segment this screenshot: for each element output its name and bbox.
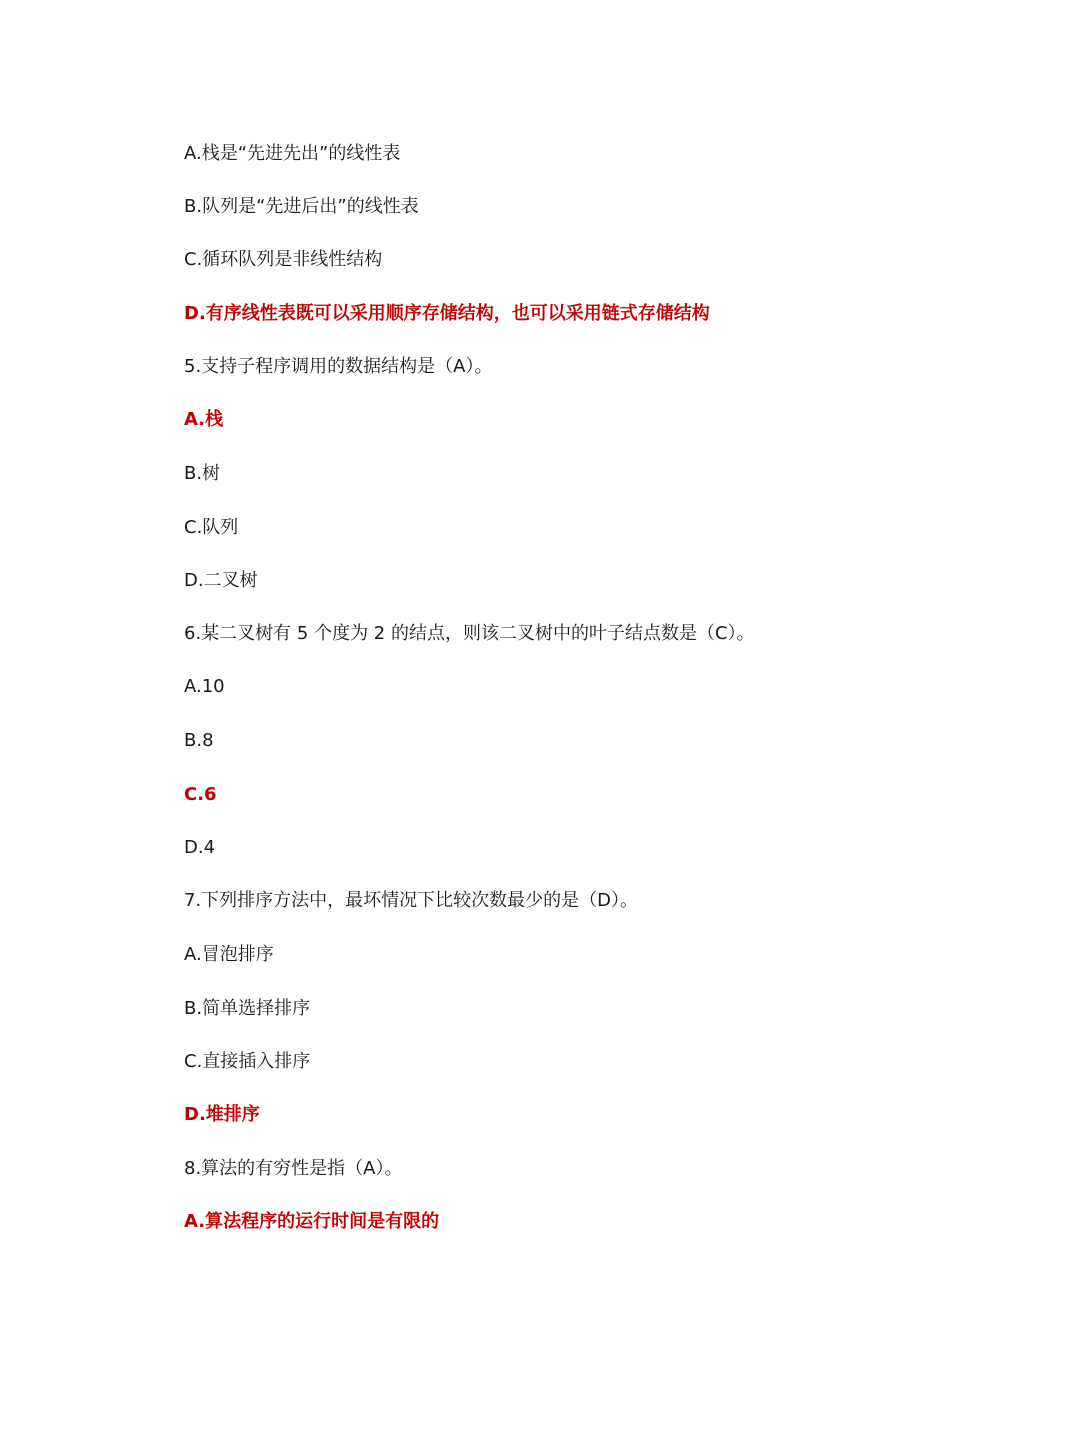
question-line: 8.算法的有穷性是指（A）。 [184,1158,403,1179]
answer-line: D.堆排序 [184,1104,260,1125]
answer-line: D.有序线性表既可以采用顺序存储结构，也可以采用链式存储结构 [184,303,710,324]
option-line: D.4 [184,837,216,858]
answer-line: A.栈 [184,409,224,430]
option-line: C.队列 [184,517,239,538]
question-line: 6.某二叉树有 5 个度为 2 的结点，则该二叉树中的叶子结点数是（C）。 [184,623,755,644]
option-line: B.8 [184,730,214,751]
option-line: A.冒泡排序 [184,944,274,965]
option-line: C.循环队列是非线性结构 [184,249,383,270]
option-line: A.栈是“先进先出”的线性表 [184,143,401,164]
option-line: C.直接插入排序 [184,1051,311,1072]
option-line: B.树 [184,463,221,484]
option-line: B.队列是“先进后出”的线性表 [184,196,419,217]
option-line: B.简单选择排序 [184,998,311,1019]
answer-line: C.6 [184,784,217,805]
option-line: D.二叉树 [184,570,258,591]
question-line: 7.下列排序方法中，最坏情况下比较次数最少的是（D）。 [184,890,639,911]
question-line: 5.支持子程序调用的数据结构是（A）。 [184,356,493,377]
option-line: A.10 [184,676,225,697]
answer-line: A.算法程序的运行时间是有限的 [184,1211,440,1232]
